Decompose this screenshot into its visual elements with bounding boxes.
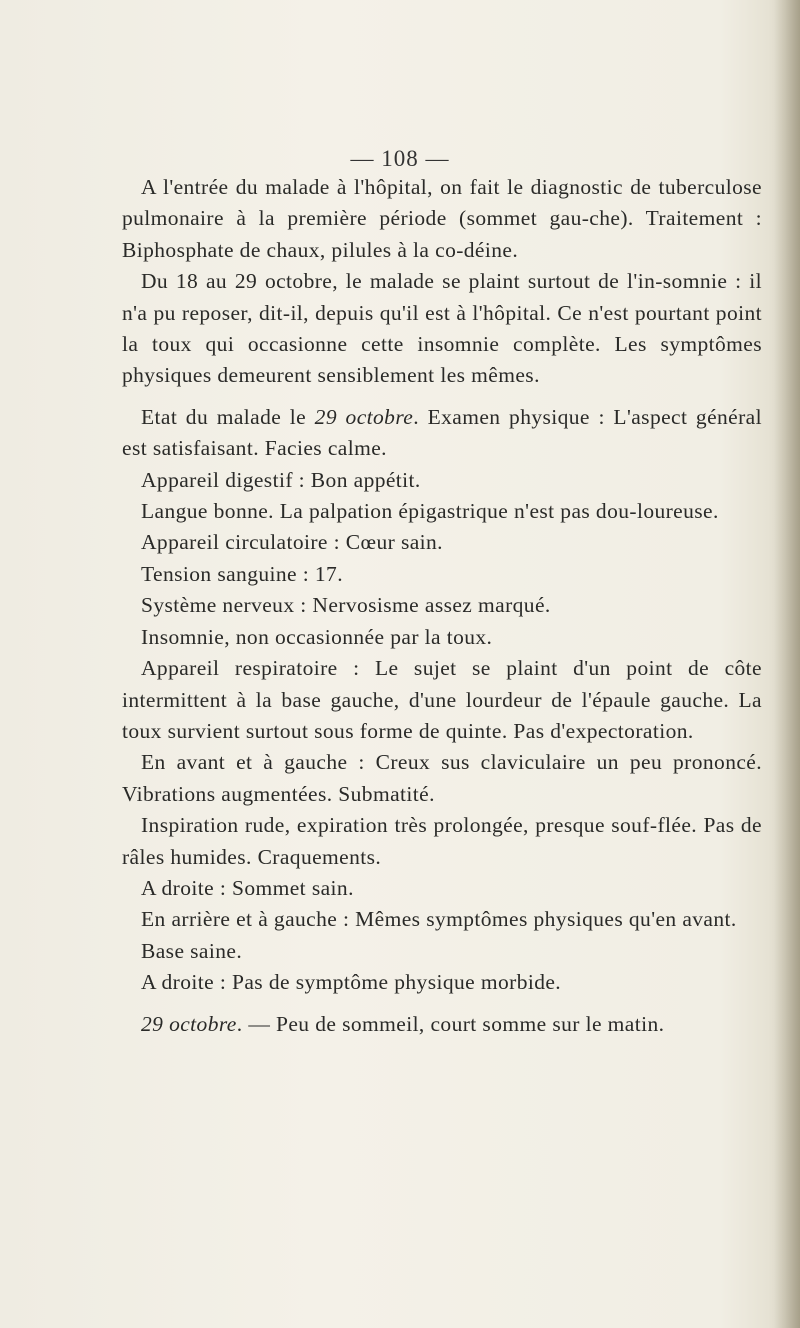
paragraph-text: Du 18 au 29 octobre, le malade se plaint surtout de l'in-somnie : il n'a pu reposer, dit-il, depuis qu'il est à l'hôpital. Ce n'est pourtant point la toux qui occasionne cette insomnie complète. Les symptômes physiques demeurent sensiblement les mêmes.: [122, 269, 762, 388]
paragraph-tongue: [122, 496, 762, 527]
paragraph-text: . — Peu de sommeil, court somme sur le matin.: [236, 1011, 665, 1036]
page-edge-shadow: [774, 0, 800, 1328]
paragraph-text: Système nerveux : Nervosisme assez marqué.: [141, 593, 551, 618]
paragraph-text: Insomnie, non occasionnée par la toux.: [141, 624, 493, 649]
paragraph-text: En avant et à gauche : Creux sus claviculaire un peu prononcé. Vibrations augmentées. Submatité.: [122, 750, 762, 806]
paragraph-text: Appareil respiratoire : Le sujet se plaint d'un point de côte intermittent à la base gauche, d'une lourdeur de l'épaule gauche. La toux survient surtout sous forme de quinte. Pas d'expectoration.: [122, 656, 762, 743]
paragraph-insomnia-note: [122, 622, 762, 653]
paragraph-inspiration: [122, 810, 762, 873]
paragraph-text: Appareil circulatoire : Cœur sain.: [141, 530, 443, 555]
paragraph-entry-29-october: [122, 1009, 762, 1040]
paragraph-text: Langue bonne. La palpation épigastrique n'est pas dou-loureuse.: [141, 499, 719, 524]
paragraph-text: A droite : Pas de symptôme physique morbide.: [141, 970, 562, 995]
paragraph-back-left: [122, 904, 762, 935]
page-number: — 108 —: [350, 146, 450, 171]
paragraph-text: Base saine.: [141, 938, 243, 963]
entry-date: 29 octobre: [141, 1011, 237, 1036]
paragraph-text: A l'entrée du malade à l'hôpital, on fait le diagnostic de tuberculose pulmonaire à la première période (sommet gau-che). Traitement : Biphosphate de chaux, pilules à la co-déine.: [122, 175, 762, 262]
paragraph-circulatory: [122, 527, 762, 558]
paragraph-front-left: [122, 747, 762, 810]
paragraph-back-right: [122, 967, 762, 998]
body-text: [122, 172, 762, 1040]
paragraph-insomnia: [122, 266, 762, 392]
paragraph-text: Appareil digestif : Bon appétit.: [141, 467, 421, 492]
paragraph-base: [122, 936, 762, 967]
paragraph-prefix: Etat du malade le: [141, 404, 315, 429]
paragraph-text: . Examen physique : L'aspect général est satisfaisant. Facies calme.: [122, 404, 762, 461]
paragraph-text: Inspiration rude, expiration très prolongée, presque souf-flée. Pas de râles humides. Craquements.: [122, 813, 762, 869]
paragraph-text: A droite : Sommet sain.: [141, 875, 354, 900]
paragraph-respiratory: [122, 653, 762, 747]
paragraph-tension: [122, 559, 762, 590]
paragraph-nervous: [122, 590, 762, 621]
paragraph-digestive: [122, 465, 762, 496]
paragraph-text: En arrière et à gauche : Mêmes symptômes physiques qu'en avant.: [141, 907, 737, 932]
paragraph-admission: [122, 172, 762, 266]
exam-date: 29 octobre: [314, 404, 414, 429]
paragraph-text: Tension sanguine : 17.: [141, 561, 343, 586]
paragraph-front-right: [122, 873, 762, 904]
paragraph-exam-state: [122, 402, 762, 465]
